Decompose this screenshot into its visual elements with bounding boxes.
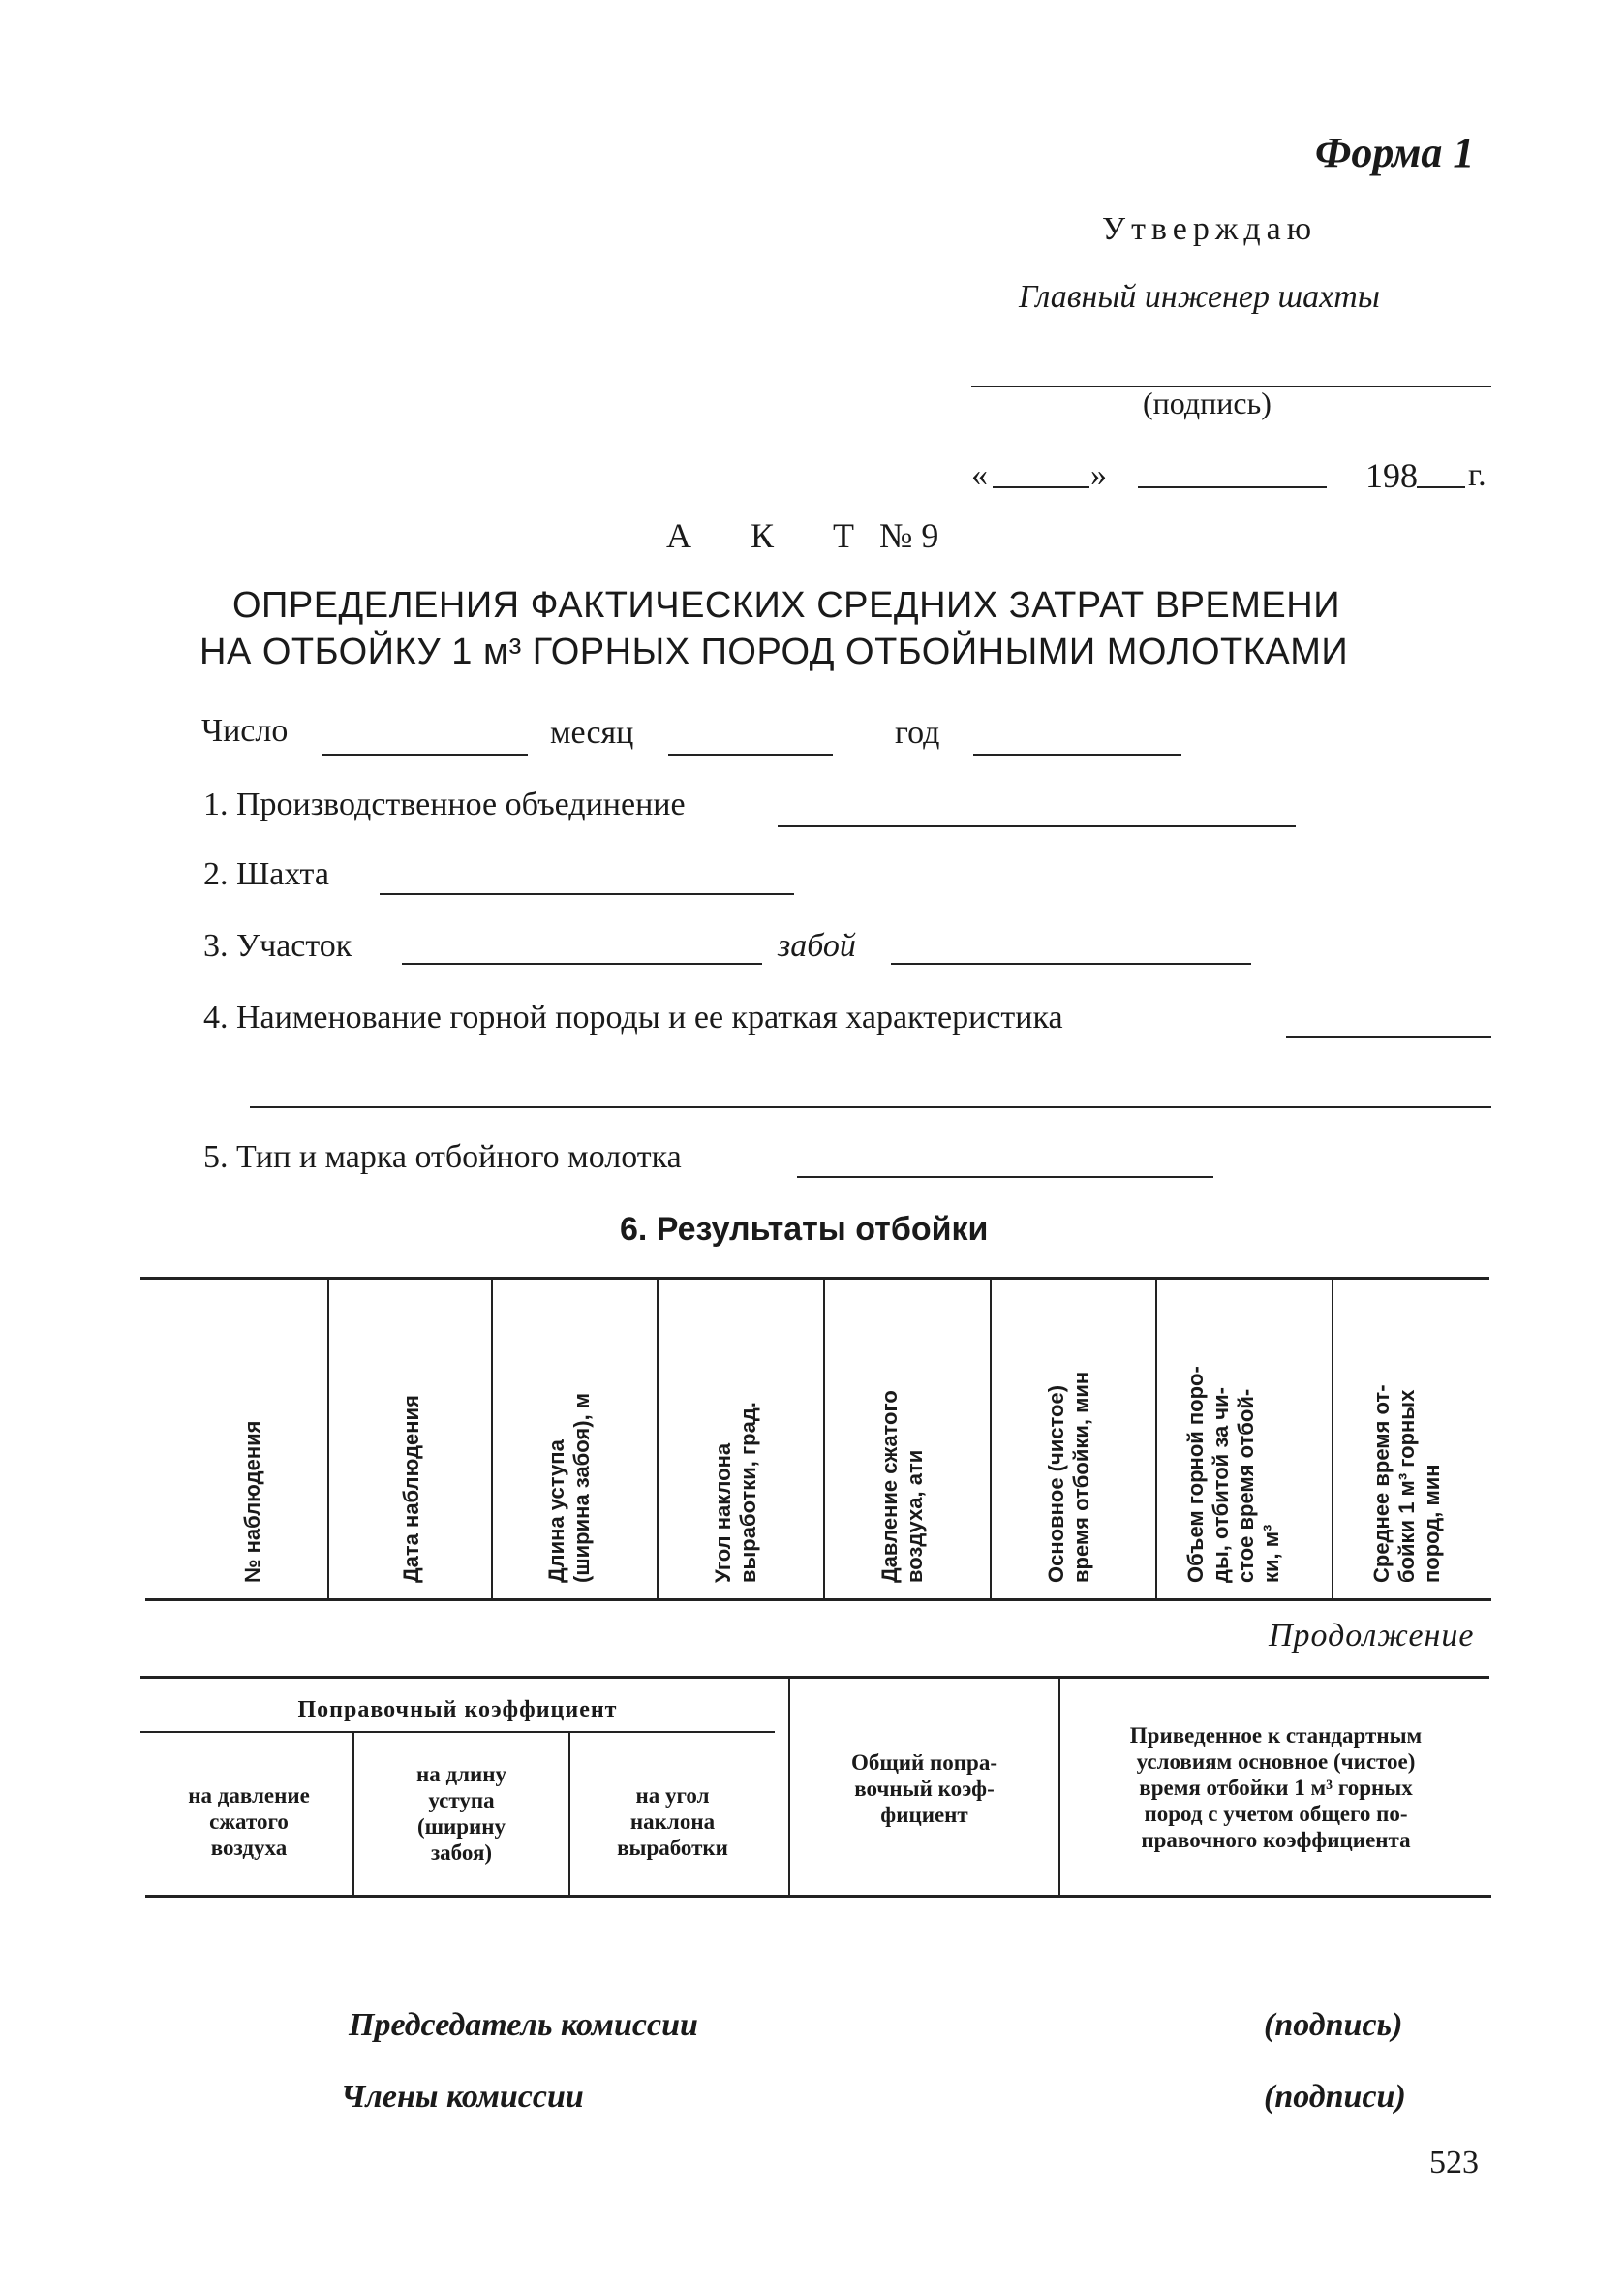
table2-group-underline bbox=[140, 1731, 775, 1733]
col-inclination-angle: Угол наклона выработки, град. bbox=[711, 1402, 760, 1583]
title-line-2: НА ОТБОЙКУ 1 м³ ГОРНЫХ ПОРОД ОТБОЙНЫМИ МОЛОТКАМИ bbox=[199, 632, 1349, 672]
year-prefix: 198 bbox=[1365, 456, 1418, 495]
field-4-line-2 bbox=[250, 1106, 1491, 1108]
table1-divider bbox=[1155, 1279, 1157, 1598]
month-line bbox=[668, 754, 833, 756]
col-length-correction: на длину уступа (ширину забоя) bbox=[415, 1762, 507, 1865]
field-3b-line bbox=[891, 963, 1251, 965]
field-3-label: 3. Участок bbox=[203, 928, 352, 964]
approve-label: Утверждаю bbox=[1102, 211, 1318, 247]
table2-top-border bbox=[140, 1676, 1489, 1679]
field-4-line bbox=[1286, 1036, 1491, 1038]
col-observation-number: № наблюдения bbox=[240, 1420, 264, 1583]
table1-divider bbox=[657, 1279, 659, 1598]
col-main-time: Основное (чистое) время отбойки, мин bbox=[1044, 1371, 1093, 1583]
col-rock-volume: Объем горной поро- ды, отбитой за чи- стое время отбой- ки, м³ bbox=[1183, 1366, 1283, 1583]
form-label: Форма 1 bbox=[1315, 129, 1475, 176]
field-5-label: 5. Тип и марка отбойного молотка bbox=[203, 1139, 682, 1175]
act-title: А К Т bbox=[666, 516, 879, 555]
date-quote-close: » bbox=[1090, 457, 1107, 493]
title-line-1: ОПРЕДЕЛЕНИЯ ФАКТИЧЕСКИХ СРЕДНИХ ЗАТРАТ ВРЕМЕНИ bbox=[232, 585, 1341, 626]
page-number: 523 bbox=[1429, 2145, 1479, 2181]
table1-divider bbox=[990, 1279, 992, 1598]
day-line bbox=[322, 754, 528, 756]
year-line bbox=[1417, 486, 1465, 488]
field-1-label: 1. Производственное объединение bbox=[203, 787, 686, 822]
section-6-heading: 6. Результаты отбойки bbox=[620, 1211, 989, 1248]
col-ledge-length: Длина уступа (ширина забоя), м bbox=[544, 1392, 594, 1583]
field-1-line bbox=[778, 825, 1296, 827]
table1-top-border bbox=[140, 1277, 1489, 1280]
month-label: месяц bbox=[550, 715, 634, 751]
day-label: Число bbox=[201, 713, 289, 749]
table1-divider bbox=[327, 1279, 329, 1598]
date-day-line bbox=[993, 486, 1089, 488]
col-air-pressure: Давление сжатого воздуха, ати bbox=[877, 1390, 927, 1583]
year-suffix: г. bbox=[1468, 457, 1486, 493]
date-quote-open: « bbox=[971, 457, 988, 493]
year-field-line bbox=[973, 754, 1181, 756]
col-reduced-time: Приведенное к стандартным условиям основное (чистое) время отбойки 1 м³ горных пород с учетом общего по- правочного коэффициента bbox=[1129, 1723, 1423, 1852]
signature-caption: (подпись) bbox=[1143, 386, 1272, 420]
field-4-label: 4. Наименование горной породы и ее краткая характеристика bbox=[203, 1000, 1063, 1036]
col-total-correction: Общий попра- вочный коэф- фициент bbox=[850, 1750, 998, 1827]
table2-bottom-border bbox=[145, 1895, 1491, 1898]
field-3-line bbox=[402, 963, 762, 965]
members-signature: (подписи) bbox=[1264, 2079, 1406, 2115]
col-pressure-correction: на давление сжатого воздуха bbox=[188, 1783, 310, 1860]
field-3b-label: забой bbox=[778, 928, 856, 964]
chairman-signature: (подпись) bbox=[1264, 2007, 1403, 2043]
col-observation-date: Дата наблюдения bbox=[399, 1395, 423, 1583]
col-average-time: Среднее время от- бойки 1 м³ горных пород, мин bbox=[1369, 1384, 1444, 1583]
chairman-label: Председатель комиссии bbox=[349, 2007, 698, 2043]
col-angle-correction: на угол наклона выработки bbox=[617, 1783, 728, 1860]
continuation-label: Продолжение bbox=[1269, 1618, 1475, 1654]
field-5-line bbox=[797, 1176, 1213, 1178]
table1-divider bbox=[1332, 1279, 1333, 1598]
table1-divider bbox=[491, 1279, 493, 1598]
field-2-line bbox=[380, 893, 794, 895]
field-2-label: 2. Шахта bbox=[203, 856, 329, 892]
members-label: Члены комиссии bbox=[341, 2079, 584, 2115]
chief-engineer-label: Главный инженер шахты bbox=[1019, 279, 1380, 315]
table1-divider bbox=[823, 1279, 825, 1598]
correction-group-header: Поправочный коэффициент bbox=[297, 1697, 618, 1722]
table1-bottom-border bbox=[145, 1598, 1491, 1601]
act-number: № 9 bbox=[879, 516, 939, 555]
date-month-line bbox=[1138, 486, 1327, 488]
year-label: год bbox=[895, 715, 940, 751]
